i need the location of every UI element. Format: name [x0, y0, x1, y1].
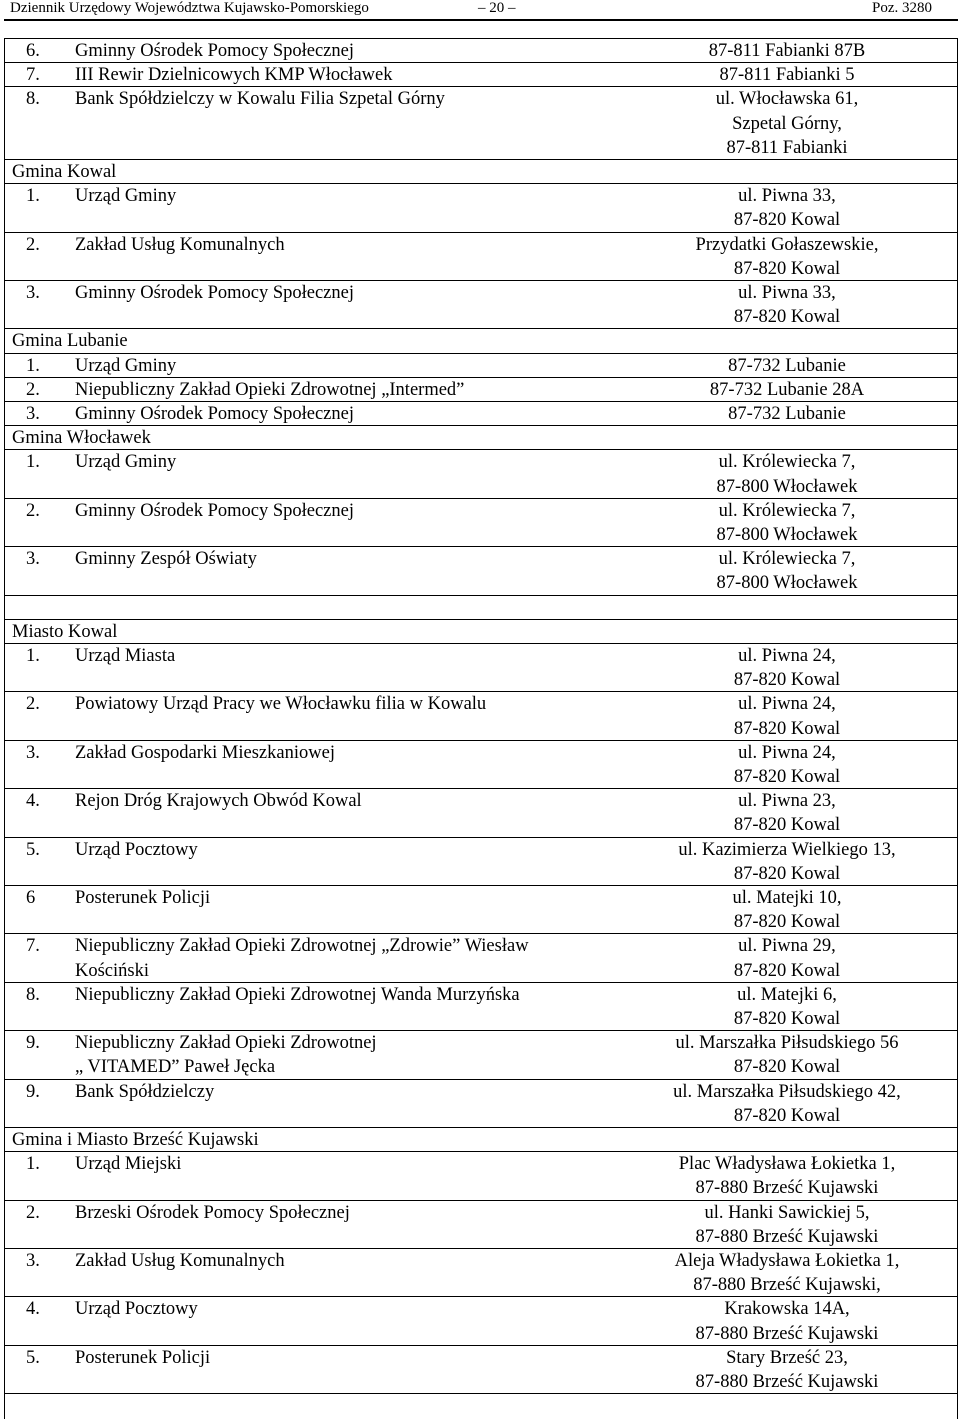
item-number: 7. [26, 936, 40, 957]
institution-address: Plac Władysława Łokietka 1, [678, 1154, 896, 1175]
institution-address: 87-800 Włocławek [716, 573, 858, 594]
institution-name: „ VITAMED” Paweł Jęcka [75, 1057, 276, 1078]
institution-address: 87-820 Kowal [733, 718, 841, 739]
institution-address: Szpetal Górny, [732, 113, 842, 134]
institution-name: Urząd Miasta [75, 646, 176, 666]
section-title: Gmina Kowal [12, 162, 117, 182]
institution-address: ul. Piwna 23, [738, 791, 836, 812]
item-number: 2. [26, 500, 40, 521]
institution-address: 87-820 Kowal [733, 670, 841, 691]
institution-name: Urząd Gminy [75, 452, 177, 473]
institution-address: ul. Marszałka Piłsudskiego 56 [675, 1033, 899, 1054]
item-number: 9. [26, 1033, 40, 1054]
row-divider [4, 159, 958, 160]
institution-address: ul. Piwna 24, [738, 694, 836, 715]
institution-address: 87-820 Kowal [733, 1009, 841, 1029]
position-number: Poz. 3280 [872, 0, 932, 16]
institution-address: 87-820 Kowal [733, 960, 841, 981]
item-number: 3. [26, 549, 40, 570]
item-number: 2. [26, 694, 40, 715]
institution-name: Gminny Ośrodek Pomocy Społecznej [75, 500, 354, 521]
institution-address: ul. Hanki Sawickiej 5, [704, 1202, 870, 1223]
institution-name: Gminny Ośrodek Pomocy Społecznej [75, 404, 354, 424]
row-divider [4, 619, 958, 620]
institution-address: 87-732 Lubanie [728, 355, 846, 376]
institution-address: 87-732 Lubanie [728, 404, 846, 424]
section-title: Gmina Lubanie [12, 331, 128, 352]
institution-address: ul. Królewiecka 7, [718, 452, 856, 473]
institution-address: Aleja Władysława Łokietka 1, [674, 1251, 900, 1271]
institution-name: Niepubliczny Zakład Opieki Zdrowotnej „Intermed” [75, 379, 465, 400]
institution-name: Urząd Gminy [75, 186, 177, 207]
institution-address: Krakowska 14A, [724, 1299, 850, 1320]
institution-address: 87-811 Fabianki 87B [708, 41, 866, 61]
item-number: 5. [26, 1347, 40, 1368]
institution-name: Zakład Usług Komunalnych [75, 1251, 285, 1271]
item-number: 1. [26, 186, 40, 207]
row-divider [4, 1393, 958, 1394]
institution-name: Niepubliczny Zakład Opieki Zdrowotnej Wanda Murzyńska [75, 984, 520, 1005]
item-number: 1. [26, 355, 40, 376]
institution-name: Urząd Miejski [75, 1154, 182, 1175]
institution-address: 87-880 Brześć Kujawski [695, 1226, 879, 1247]
item-number: 1. [26, 452, 40, 473]
institution-name: Niepubliczny Zakład Opieki Zdrowotnej „Zdrowie” Wiesław [75, 936, 529, 957]
section-title: Miasto Kowal [12, 621, 118, 642]
institution-name: Kościński [75, 960, 149, 981]
institution-name: Urząd Gminy [75, 355, 177, 376]
item-number: 8. [26, 89, 40, 110]
institution-name: Powiatowy Urząd Pracy we Włocławku filia w Kowalu [75, 694, 487, 715]
institution-name: Gminny Ośrodek Pomocy Społecznej [75, 41, 354, 61]
item-number: 2. [26, 1202, 40, 1223]
institution-address: 87-820 Kowal [733, 815, 841, 836]
item-number: 7. [26, 65, 40, 86]
institution-address: 87-732 Lubanie 28A [709, 379, 865, 400]
institution-address: ul. Piwna 33, [738, 283, 836, 303]
item-number: 1. [26, 1154, 40, 1175]
institution-address: Przydatki Gołaszewskie, [695, 234, 879, 255]
item-number: 3. [26, 742, 40, 763]
section-title: Gmina Włocławek [12, 428, 151, 449]
institution-address: 87-820 Kowal [733, 767, 841, 787]
item-number: 5. [26, 839, 40, 860]
institution-address: 87-820 Kowal [733, 210, 841, 231]
row-divider [4, 595, 958, 596]
institution-address: ul. Kazimierza Wielkiego 13, [678, 839, 896, 860]
institution-address: 87-880 Brześć Kujawski [695, 1178, 879, 1199]
item-number: 4. [26, 1299, 40, 1320]
item-number: 2. [26, 234, 40, 255]
institution-address: 87-811 Fabianki 5 [719, 65, 855, 86]
institution-address: 87-820 Kowal [733, 258, 841, 279]
institution-address: ul. Piwna 29, [738, 936, 836, 957]
institution-address: 87-820 Kowal [733, 912, 841, 933]
institution-address: ul. Matejki 6, [737, 984, 837, 1005]
institution-address: 87-820 Kowal [733, 863, 841, 884]
institution-name: Niepubliczny Zakład Opieki Zdrowotnej [75, 1033, 377, 1054]
institution-address: 87-800 Włocławek [716, 525, 858, 545]
row-divider [4, 328, 958, 329]
header-rule [4, 19, 958, 21]
table-border-left [4, 38, 5, 1419]
item-number: 3. [26, 404, 40, 424]
institution-address: ul. Włocławska 61, [715, 89, 859, 110]
institution-address: ul. Piwna 24, [738, 742, 836, 763]
institution-address: 87-880 Brześć Kujawski, [693, 1275, 881, 1296]
institution-address: Stary Brześć 23, [726, 1347, 848, 1368]
item-number: 3. [26, 1251, 40, 1271]
institution-name: III Rewir Dzielnicowych KMP Włocławek [75, 65, 393, 86]
institution-address: ul. Marszałka Piłsudskiego 42, [673, 1081, 901, 1102]
institution-address: ul. Matejki 10, [732, 888, 842, 908]
item-number: 3. [26, 283, 40, 303]
item-number: 6. [26, 41, 40, 61]
item-number: 1. [26, 646, 40, 666]
institution-address: 87-880 Brześć Kujawski [695, 1372, 879, 1392]
institution-name: Gminny Ośrodek Pomocy Społecznej [75, 283, 354, 303]
institution-name: Posterunek Policji [75, 1347, 211, 1368]
institution-name: Posterunek Policji [75, 888, 211, 908]
item-number: 4. [26, 791, 40, 812]
institution-address: ul. Królewiecka 7, [718, 549, 856, 570]
institution-name: Urząd Pocztowy [75, 839, 198, 860]
institution-address: 87-880 Brześć Kujawski [695, 1323, 879, 1344]
institution-address: 87-800 Włocławek [716, 476, 858, 497]
institution-name: Zakład Usług Komunalnych [75, 234, 285, 255]
item-number: 2. [26, 379, 40, 400]
institution-name: Rejon Dróg Krajowych Obwód Kowal [75, 791, 362, 812]
institution-address: ul. Królewiecka 7, [718, 500, 856, 521]
institution-address: 87-820 Kowal [733, 1105, 841, 1126]
section-title: Gmina i Miasto Brześć Kujawski [12, 1130, 259, 1150]
item-number: 8. [26, 984, 40, 1005]
journal-title: Dziennik Urzędowy Województwa Kujawsko-Pomorskiego [10, 0, 369, 16]
institution-address: 87-820 Kowal [733, 307, 841, 328]
institution-address: ul. Piwna 33, [738, 186, 836, 207]
institution-name: Bank Spółdzielczy [75, 1081, 215, 1102]
item-number: 6 [26, 888, 36, 908]
institution-name: Zakład Gospodarki Mieszkaniowej [75, 742, 335, 763]
institution-name: Bank Spółdzielczy w Kowalu Filia Szpetal Górny [75, 89, 445, 110]
institution-address: ul. Piwna 24, [738, 646, 836, 666]
institution-address: 87-811 Fabianki [726, 137, 848, 158]
institution-name: Brzeski Ośrodek Pomocy Społecznej [75, 1202, 350, 1223]
institution-name: Urząd Pocztowy [75, 1299, 198, 1320]
item-number: 9. [26, 1081, 40, 1102]
institution-name: Gminny Zespół Oświaty [75, 549, 257, 570]
institution-address: 87-820 Kowal [733, 1057, 841, 1078]
page-number: – 20 – [478, 0, 516, 16]
